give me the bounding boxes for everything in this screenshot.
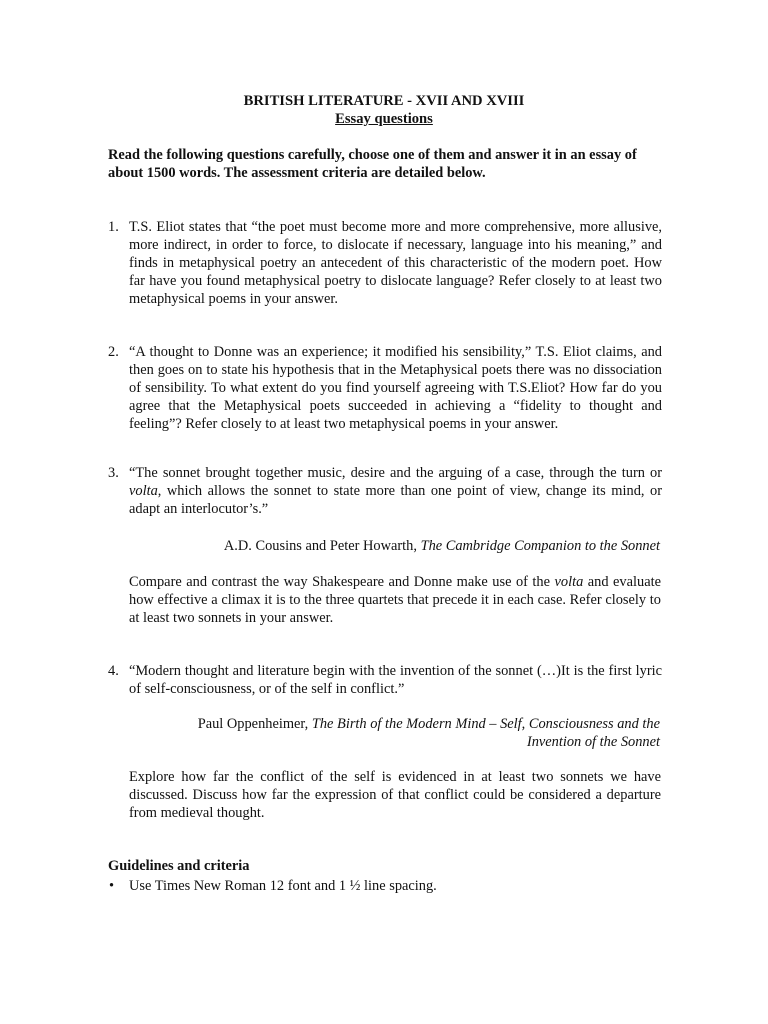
guideline-text: Use Times New Roman 12 font and 1 ½ line spacing.: [129, 878, 437, 894]
instructions-paragraph: Read the following questions carefully, choose one of them and answer it in an essay of about 1500 words. The assessment criteria are detailed below.: [108, 147, 637, 181]
question-1-text: T.S. Eliot states that “the poet must become more and more comprehensive, more allusive, more indirect, in order to force, to dislocate if necessary, language into his meaning,” and finds in metaphysical poetry an antecedent of this characteristic of the modern poet. How far have you found metaphysical poetry to dislocate language? Refer closely to at least two metaphysical poems in your answer.: [129, 219, 662, 307]
question-4-attribution: Paul Oppenheimer, The Birth of the Modern Mind – Self, Consciousness and the Invention of the Sonnet: [197, 716, 660, 750]
question-3-quote: “The sonnet brought together music, desire and the arguing of a case, through the turn or volta, which allows the sonnet to state more than one point of view, change its mind, or adapt an interlocutor’s.”: [129, 465, 662, 517]
question-1: [108, 218, 662, 308]
question-2: [108, 343, 662, 433]
guidelines-heading: Guidelines and criteria: [108, 858, 250, 874]
question-4-task: Explore how far the conflict of the self is evidenced in at least two sonnets we have discussed. Discuss how far the expression of that conflict could be considered a departure from medieval thought.: [129, 769, 661, 821]
question-4-number: 4.: [108, 663, 119, 679]
question-3-number: 3.: [108, 465, 119, 481]
question-3-attribution: A.D. Cousins and Peter Howarth, The Cambridge Companion to the Sonnet: [223, 538, 660, 554]
bullet-icon: •: [109, 878, 115, 894]
question-3: [108, 464, 662, 518]
italic-volta-2: volta: [554, 574, 584, 590]
italic-volta: volta: [129, 483, 158, 499]
question-4-quote: “Modern thought and literature begin with the invention of the sonnet (…)It is the first lyric of self-consciousness, or of the self in conflict.”: [129, 663, 662, 697]
document-title: BRITISH LITERATURE - XVII AND XVIII: [243, 93, 525, 109]
question-4-source-title-line2: Invention of the Sonnet: [526, 734, 660, 750]
question-2-text: “A thought to Donne was an experience; it modified his sensibility,” T.S. Eliot claims, and then goes on to state his hypothesis that in the Metaphysical poets there was no dissociation of sensibility. To what extent do you find yourself agreeing with T.S.Eliot? How far do you agree that the Metaphysical poets succeeded in achieving a “fidelity to thought and feeling”? Refer closely to at least two metaphysical poems in your answer.: [129, 344, 662, 432]
question-4: [108, 662, 662, 698]
question-3-task: Compare and contrast the way Shakespeare and Donne make use of the volta and evaluate how effective a climax it is to the three quartets that precede it in each case. Refer closely to at least two sonnets in your answer.: [129, 574, 661, 626]
document-subtitle: Essay questions: [335, 111, 433, 127]
guideline-item: [108, 877, 668, 895]
question-1-number: 1.: [108, 219, 119, 235]
question-2-number: 2.: [108, 344, 119, 360]
question-3-source-title: The Cambridge Companion to the Sonnet: [420, 538, 660, 554]
question-4-source-title-line1: The Birth of the Modern Mind – Self, Consciousness and the: [311, 716, 660, 732]
